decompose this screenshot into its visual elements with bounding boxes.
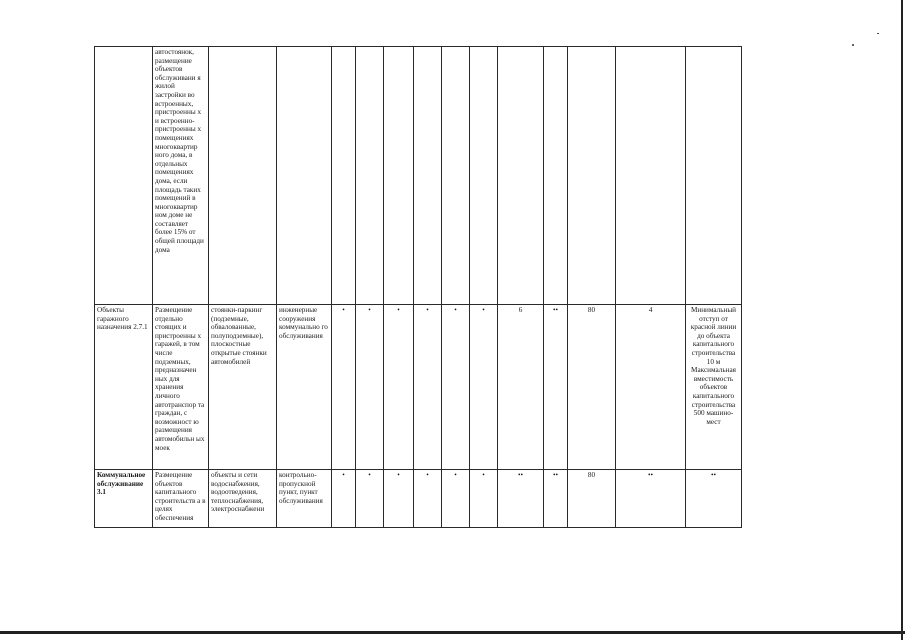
param-cell: 4 — [616, 305, 686, 470]
param-cell — [568, 47, 616, 305]
param-cell — [356, 47, 384, 305]
param-cell: • — [384, 305, 414, 470]
main-use-cell — [209, 47, 277, 305]
param-cell — [332, 47, 356, 305]
auxiliary-use-cell: контрольно-пропускной пункт, пункт обслуживания — [277, 470, 332, 528]
param-cell: •• — [544, 305, 568, 470]
param-cell: • — [332, 305, 356, 470]
param-cell — [470, 47, 498, 305]
page-border-bottom — [0, 631, 905, 634]
param-cell: • — [442, 470, 470, 528]
param-cell — [544, 47, 568, 305]
use-description-cell: Размещение отдельно стоящих и пристроенны х гаражей, в том числе подземных, предназначен ных для хранения личного автотранспор та граждан, с возможност ю размещения автомобильн ых моек — [153, 305, 209, 470]
zoning-regulations-table — [94, 46, 742, 528]
notes-cell: •• — [686, 470, 742, 528]
param-cell — [384, 47, 414, 305]
param-cell: • — [470, 305, 498, 470]
param-cell: • — [356, 470, 384, 528]
use-type-cell: Коммунальное обслуживание 3.1 — [95, 470, 153, 528]
use-type-cell: Объекты гаражного назначения 2.7.1 — [95, 305, 153, 470]
param-cell: 80 — [568, 305, 616, 470]
main-use-cell: объекты и сети водоснабжения, водоотведения, теплоснабжения, электроснабжени — [209, 470, 277, 528]
scan-speck — [852, 44, 854, 46]
param-cell: • — [442, 305, 470, 470]
param-cell: • — [384, 470, 414, 528]
param-cell — [616, 47, 686, 305]
param-cell: •• — [544, 470, 568, 528]
auxiliary-use-cell — [277, 47, 332, 305]
use-type-cell — [95, 47, 153, 305]
use-description-cell: автостоянок, размещение объектов обслуживани я жилой застройки во встроенных, пристроенны х и встроенно-пристроенны х помещениях многоквартир ного дома, в отдельных помещениях дома, если площадь таких помещений в многоквартир ном доме не составляет более 15% от общей площади дома — [153, 47, 209, 305]
param-cell: •• — [616, 470, 686, 528]
table-row — [95, 305, 742, 470]
param-cell — [442, 47, 470, 305]
param-cell: • — [332, 470, 356, 528]
page-border-right — [901, 0, 903, 640]
notes-cell — [686, 47, 742, 305]
notes-cell: Минимальный отступ от красной линии до объекта капитального строительства 10 м Максимальная вместимость объектов капитального строительства 500 машино-мест — [686, 305, 742, 470]
param-cell: • — [356, 305, 384, 470]
scan-speck — [877, 33, 879, 34]
table-row — [95, 47, 742, 305]
param-cell: •• — [498, 470, 544, 528]
main-use-cell: стоянки-паркинг (подземные, обвалованные, полуподземные), плоскостные открытые стоянки автомобилей — [209, 305, 277, 470]
param-cell: 6 — [498, 305, 544, 470]
use-description-cell: Размещение объектов капитального строительств а в целях обеспечения — [153, 470, 209, 528]
param-cell: • — [470, 470, 498, 528]
param-cell — [498, 47, 544, 305]
param-cell: 80 — [568, 470, 616, 528]
table-row — [95, 470, 742, 528]
param-cell: • — [414, 470, 442, 528]
auxiliary-use-cell: инженерные сооружения коммунально го обслуживания — [277, 305, 332, 470]
param-cell: • — [414, 305, 442, 470]
param-cell — [414, 47, 442, 305]
